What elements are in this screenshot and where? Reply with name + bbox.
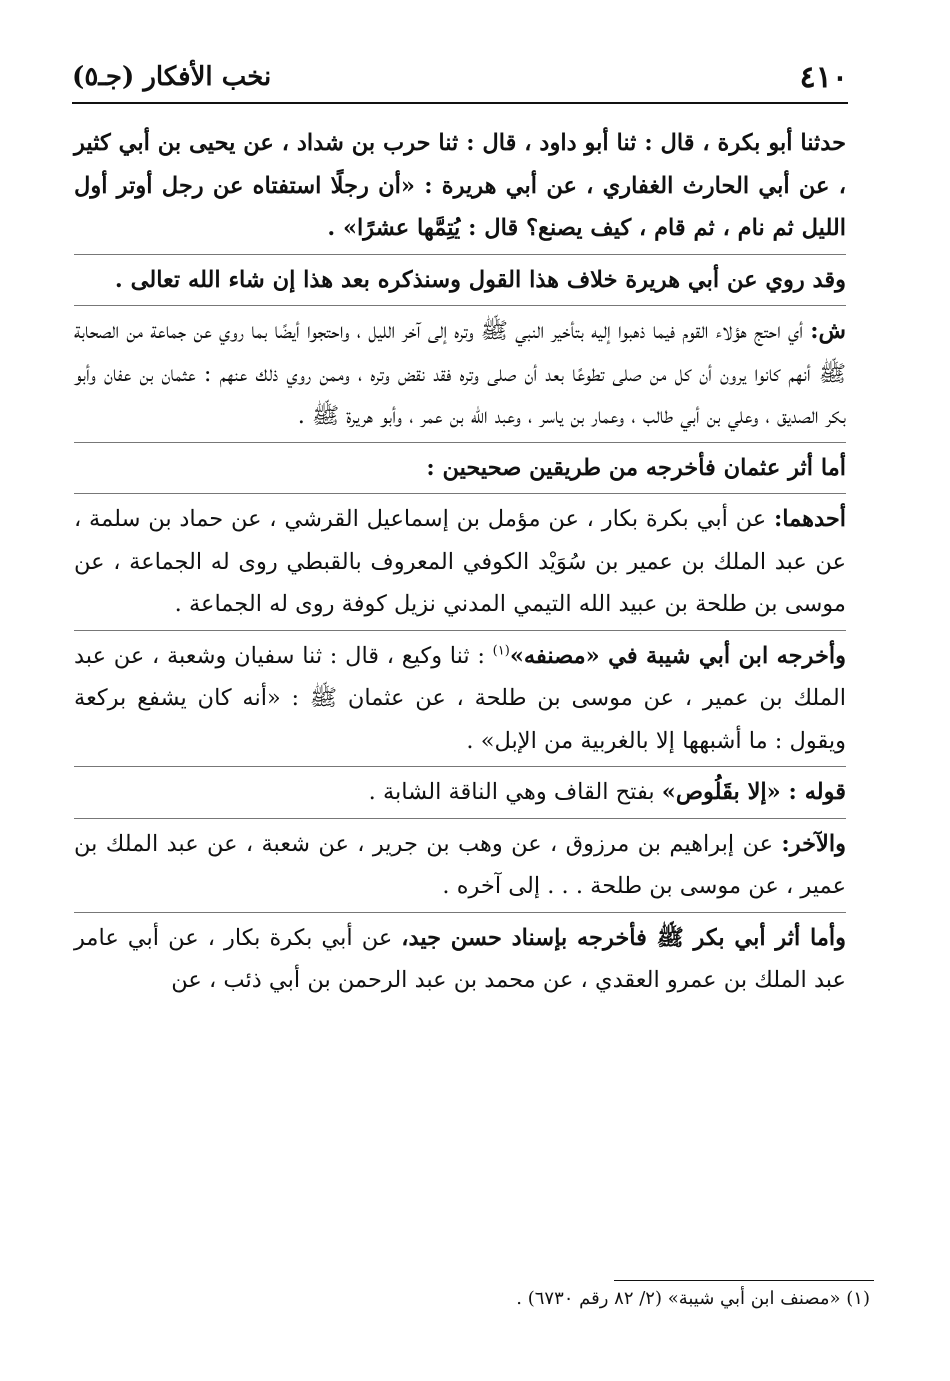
- paragraph-text: عن أبي بكرة بكار ، عن مؤمل بن إسماعيل القرشي ، عن حماد بن سلمة ، عن عبد الملك بن عمير بن سُوَيْد الكوفي المعروف بالقبطي روى له الجماعة ، عن موسى بن طلحة بن عبيد الله التيمي المدني نزيل كوفة روى له الجماعة .: [74, 506, 846, 617]
- paragraph-lead: وأما أثر أبي بكر ﷺ فأخرجه بإسناد حسن جيد،: [401, 924, 847, 951]
- paragraph-text: أما أثر عثمان فأخرجه من طريقين صحيحين :: [426, 454, 846, 481]
- paragraph-text: عن إبراهيم بن مرزوق ، عن وهب بن جرير ، عن شعبة ، عن عبد الملك بن عمير ، عن موسى بن طلحة . . . إلى آخره .: [74, 830, 846, 899]
- paragraph-ibn-abi-shayba: [74, 630, 846, 767]
- paragraph-lead: والآخر:: [781, 830, 846, 857]
- paragraph-text: عن أبي بكرة بكار ، عن أبي عامر عبد الملك بن عمرو العقدي ، عن محمد بن عبد الرحمن بن أبي ذئب ، عن: [74, 924, 846, 993]
- paragraph-hadith: [74, 118, 846, 254]
- footnote-divider: [614, 1280, 874, 1281]
- paragraph-lead: أحدهما:: [773, 506, 846, 532]
- page-number: ٤١٠: [799, 60, 848, 95]
- book-title: نخب الأفكار (جـ٥): [72, 62, 272, 92]
- paragraph-heading: [74, 442, 846, 494]
- paragraph-lead: قوله : «إلا بقَلُوص»: [661, 779, 846, 805]
- paragraph-text: وقد روي عن أبي هريرة خلاف هذا القول وسنذكره بعد هذا إن شاء الله تعالى .: [114, 266, 846, 293]
- main-text: [74, 118, 846, 1006]
- paragraph-first-route: [74, 493, 846, 630]
- paragraph-text: حدثنا أبو بكرة ، قال : ثنا أبو داود ، قال : ثنا حرب بن شداد ، عن يحيى بن أبي كثير ، عن أبي الحارث الغفاري ، عن أبي هريرة : «أن رجلًا استفتاه عن رجل أوتر أول الليل ثم نام ، ثم قام ، كيف يصنع؟ قال : يُتِمَّها عشرًا» .: [74, 130, 846, 241]
- paragraph-note: [74, 254, 846, 306]
- footnote: (١) «مصنف ابن أبي شيبة» (٢/ ٨٢ رقم ٦٧٣٠) .: [516, 1288, 870, 1309]
- paragraph-gloss: [74, 766, 846, 818]
- paragraph-lead: ش:: [810, 318, 846, 344]
- paragraph-commentary: [74, 305, 846, 442]
- header-divider: [72, 102, 848, 104]
- paragraph-lead: وأخرجه ابن أبي شيبة في «مصنفه»: [509, 642, 846, 669]
- paragraph-text: : ثنا وكيع ، قال : ثنا سفيان وشعبة ، عن عبد الملك بن عمير ، عن موسى بن طلحة ، عن عثمان ﷺ : «أنه كان يشفع بركعة ويقول : ما أشبهها إلا بالغربية من الإبل» .: [74, 642, 846, 754]
- paragraph-second-route: [74, 818, 846, 912]
- footnote-marker[interactable]: (١): [492, 643, 510, 658]
- page-header: [70, 58, 850, 102]
- paragraph-abu-bakr: [74, 912, 846, 1006]
- paragraph-text: أي احتج هؤلاء القوم فيما ذهبوا إليه بتأخير النبي ﷺ وتره إلى آخر الليل ، واحتجوا أيضًا بما روي عن جماعة من الصحابة ﷺ أنهم كانوا يرون أن كل من صلى تطوعًا بعد أن صلى وتره فقد نقض وتره ، وممن روي ذلك عنهم : عثمان بن عفان وأبو بكر الصديق ، وعلي بن أبي طالب ، وعمار بن ياسر ، وعبد الله بن عمر ، وأبو هريرة ﷺ .: [74, 318, 846, 429]
- paragraph-text: بفتح القاف وهي الناقة الشابة .: [368, 779, 662, 805]
